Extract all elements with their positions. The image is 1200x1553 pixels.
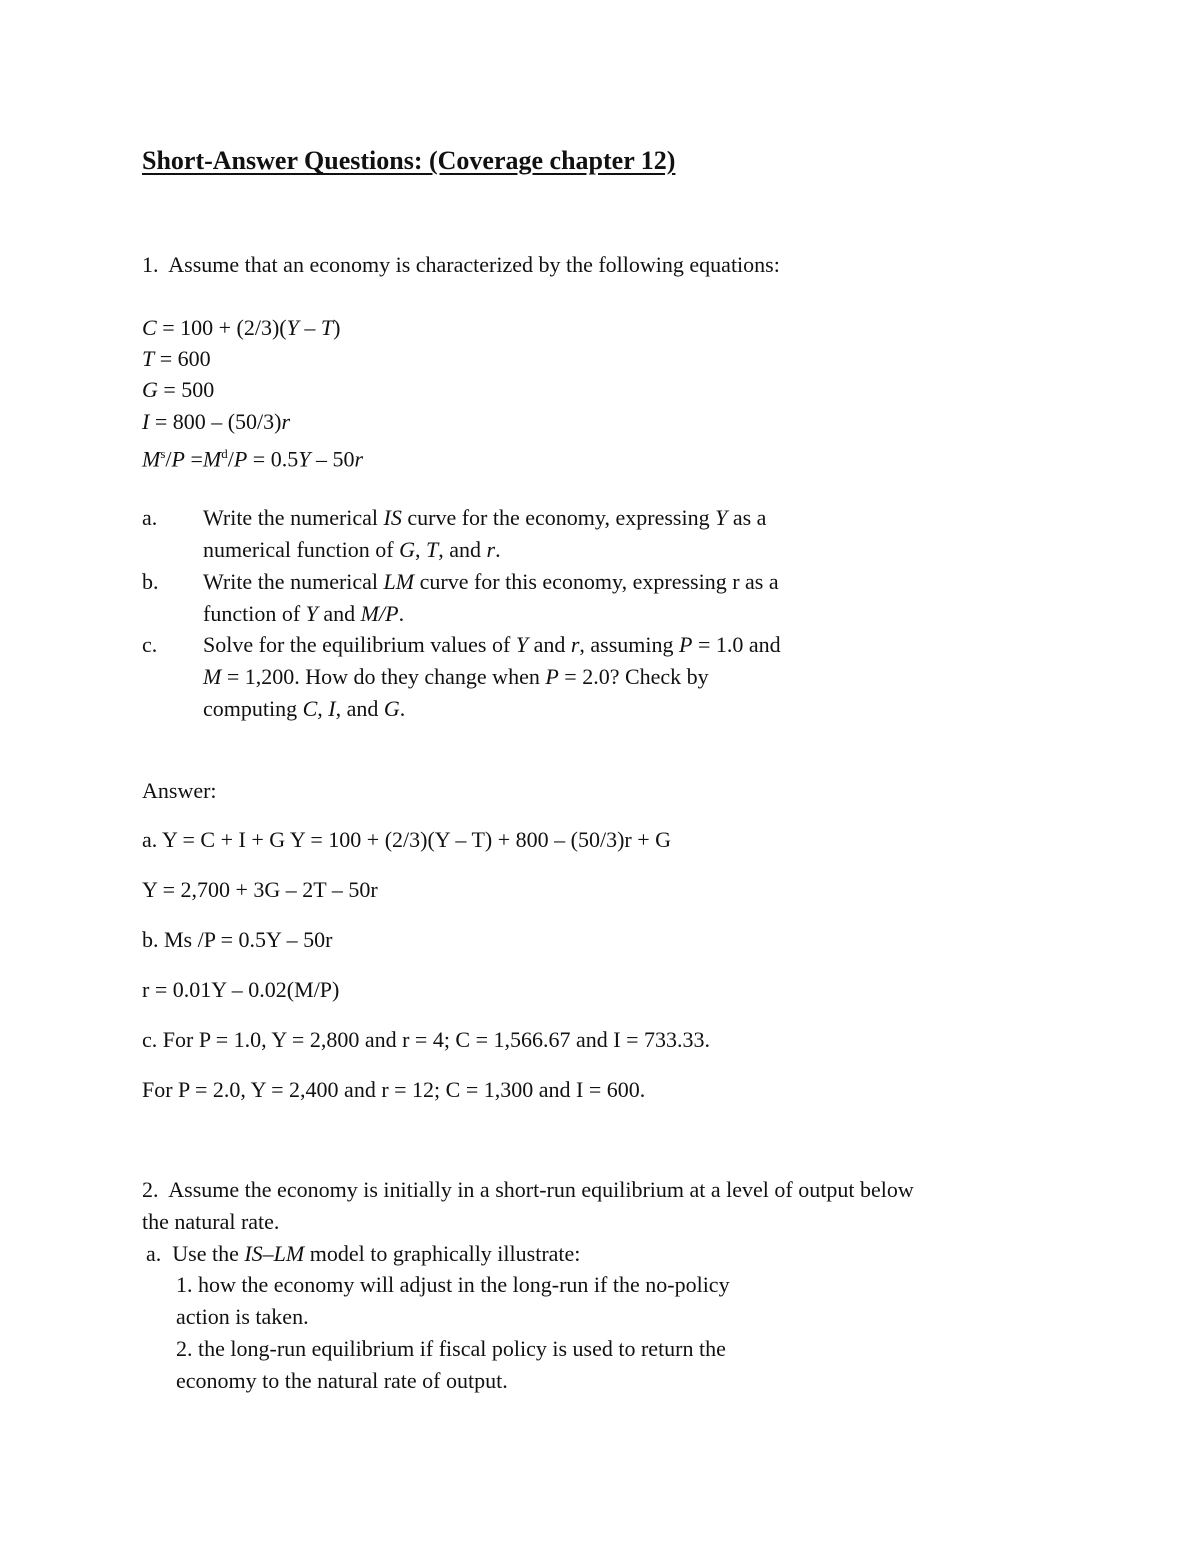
answer-b-line-1: b. Ms /P = 0.5Y – 50r [142, 927, 333, 952]
variable: P [679, 632, 693, 657]
variable: P [171, 446, 185, 472]
variable: Y [286, 315, 299, 340]
part-text: numerical function of [203, 537, 400, 562]
equation-text: – 50 [310, 446, 355, 472]
equation-taxes [142, 344, 211, 374]
part-text: . [398, 601, 405, 626]
answer-a-line-2: Y = 2,700 + 3G – 2T – 50r [142, 877, 378, 902]
page-title: Short-Answer Questions: (Coverage chapter 12) [142, 146, 676, 175]
equation-text: = 800 – (50/3) [149, 409, 282, 434]
question-2-sub-2-line-1: 2. the long-run equilibrium if fiscal policy is used to return the [176, 1336, 726, 1361]
equation-text: / [165, 446, 172, 472]
variable: I [142, 409, 150, 434]
variable: G [399, 537, 415, 562]
part-text: , assuming [579, 632, 680, 657]
part-text: function of [203, 601, 306, 626]
answer-a-line-1: a. Y = C + I + G Y = 100 + (2/3)(Y – T) + 800 – (50/3)r + G [142, 827, 672, 852]
superscript: s [160, 446, 166, 461]
variable: M [203, 664, 222, 689]
part-text: . [495, 537, 501, 562]
question-number: 2. [142, 1177, 159, 1202]
superscript: d [221, 446, 228, 461]
part-text: Use the [172, 1241, 245, 1266]
part-text: , and [335, 696, 384, 721]
equation-consumption [142, 313, 340, 343]
question-text: Assume the economy is initially in a short-run equilibrium at a level of output below [168, 1177, 914, 1202]
variable: r [354, 446, 364, 472]
equation-money-market [142, 439, 363, 474]
question-2-sub-1-line-2: action is taken. [176, 1304, 309, 1329]
question-2-sub-2-line-2: economy to the natural rate of output. [176, 1368, 508, 1393]
part-text: Write the numerical [203, 505, 384, 530]
equation-text: = 0.5 [247, 446, 299, 472]
part-c-label: c. [142, 632, 158, 657]
variable: r [281, 409, 291, 434]
variable: I [328, 696, 336, 721]
variable: M [202, 446, 222, 472]
part-b-label: b. [142, 569, 159, 594]
equation-text: = 600 [154, 346, 211, 371]
variable: G [383, 696, 400, 721]
part-c-line-3 [203, 694, 405, 724]
equation-text: ) [333, 315, 341, 340]
question-1-intro [142, 250, 780, 280]
part-text: = 2.0? Check by [558, 664, 709, 689]
question-2-intro-line-2: the natural rate. [142, 1209, 280, 1234]
part-text: , and [438, 537, 487, 562]
question-text: Assume that an economy is characterized by the following equations: [168, 252, 780, 277]
variable: P [233, 446, 248, 472]
variable: G [142, 377, 158, 402]
variable: Y [715, 505, 728, 530]
equation-text: = 500 [157, 377, 215, 402]
part-text: = 1,200. How do they change when [221, 664, 546, 689]
variable: C [142, 315, 157, 340]
part-a-line-2 [203, 535, 501, 565]
part-c-line-2 [203, 662, 709, 692]
part-a-line-1 [203, 503, 766, 533]
variable: Y [305, 601, 318, 626]
part-text: Write the numerical [203, 569, 384, 594]
part-text: . [399, 696, 406, 721]
part-a-label: a. [142, 505, 158, 530]
variable: T [142, 346, 155, 371]
equation-text: = [184, 446, 203, 472]
answer-c-line-2: For P = 2.0, Y = 2,400 and r = 12; C = 1,300 and I = 600. [142, 1077, 646, 1102]
term: IS–LM [244, 1241, 305, 1266]
part-text: Solve for the equilibrium values of [203, 632, 516, 657]
answer-heading: Answer: [142, 778, 217, 803]
question-2-part-a [146, 1239, 580, 1269]
variable: T [426, 537, 439, 562]
variable: r [486, 537, 496, 562]
variable: C [302, 696, 318, 721]
variable: P [545, 664, 559, 689]
variable: M/P [360, 601, 399, 626]
part-text: computing [203, 696, 303, 721]
equation-text: = 100 + (2/3)( [156, 315, 287, 340]
part-text: , [317, 696, 329, 721]
part-text: and [528, 632, 571, 657]
part-text: as a [727, 505, 767, 530]
term: LM [383, 569, 415, 594]
variable: r [570, 632, 580, 657]
part-b-line-1 [203, 567, 779, 597]
equation-investment [142, 407, 290, 437]
question-number: 1. [142, 252, 159, 277]
variable: M [142, 446, 161, 472]
variable: Y [515, 632, 529, 657]
part-text: = 1.0 and [692, 632, 781, 657]
term: IS [383, 505, 402, 530]
variable: Y [298, 446, 311, 472]
equation-government [142, 375, 214, 405]
answer-b-line-2: r = 0.01Y – 0.02(M/P) [142, 977, 340, 1002]
part-c-line-1 [203, 630, 781, 660]
part-label: a. [146, 1241, 162, 1266]
answer-c-line-1: c. For P = 1.0, Y = 2,800 and r = 4; C = 1,566.67 and I = 733.33. [142, 1027, 711, 1052]
part-b-line-2 [203, 599, 404, 629]
variable: T [320, 315, 334, 340]
question-2-intro-line-1 [142, 1175, 914, 1205]
question-2-sub-1-line-1: 1. how the economy will adjust in the long-run if the no-policy [176, 1272, 730, 1297]
part-text: and [317, 601, 361, 626]
part-text: , [415, 537, 426, 562]
part-text: curve for this economy, expressing r as a [414, 569, 779, 594]
equation-text: – [298, 315, 321, 340]
part-text: curve for the economy, expressing [401, 505, 716, 530]
equation-text: / [227, 446, 234, 472]
part-text: model to graphically illustrate: [304, 1241, 581, 1266]
